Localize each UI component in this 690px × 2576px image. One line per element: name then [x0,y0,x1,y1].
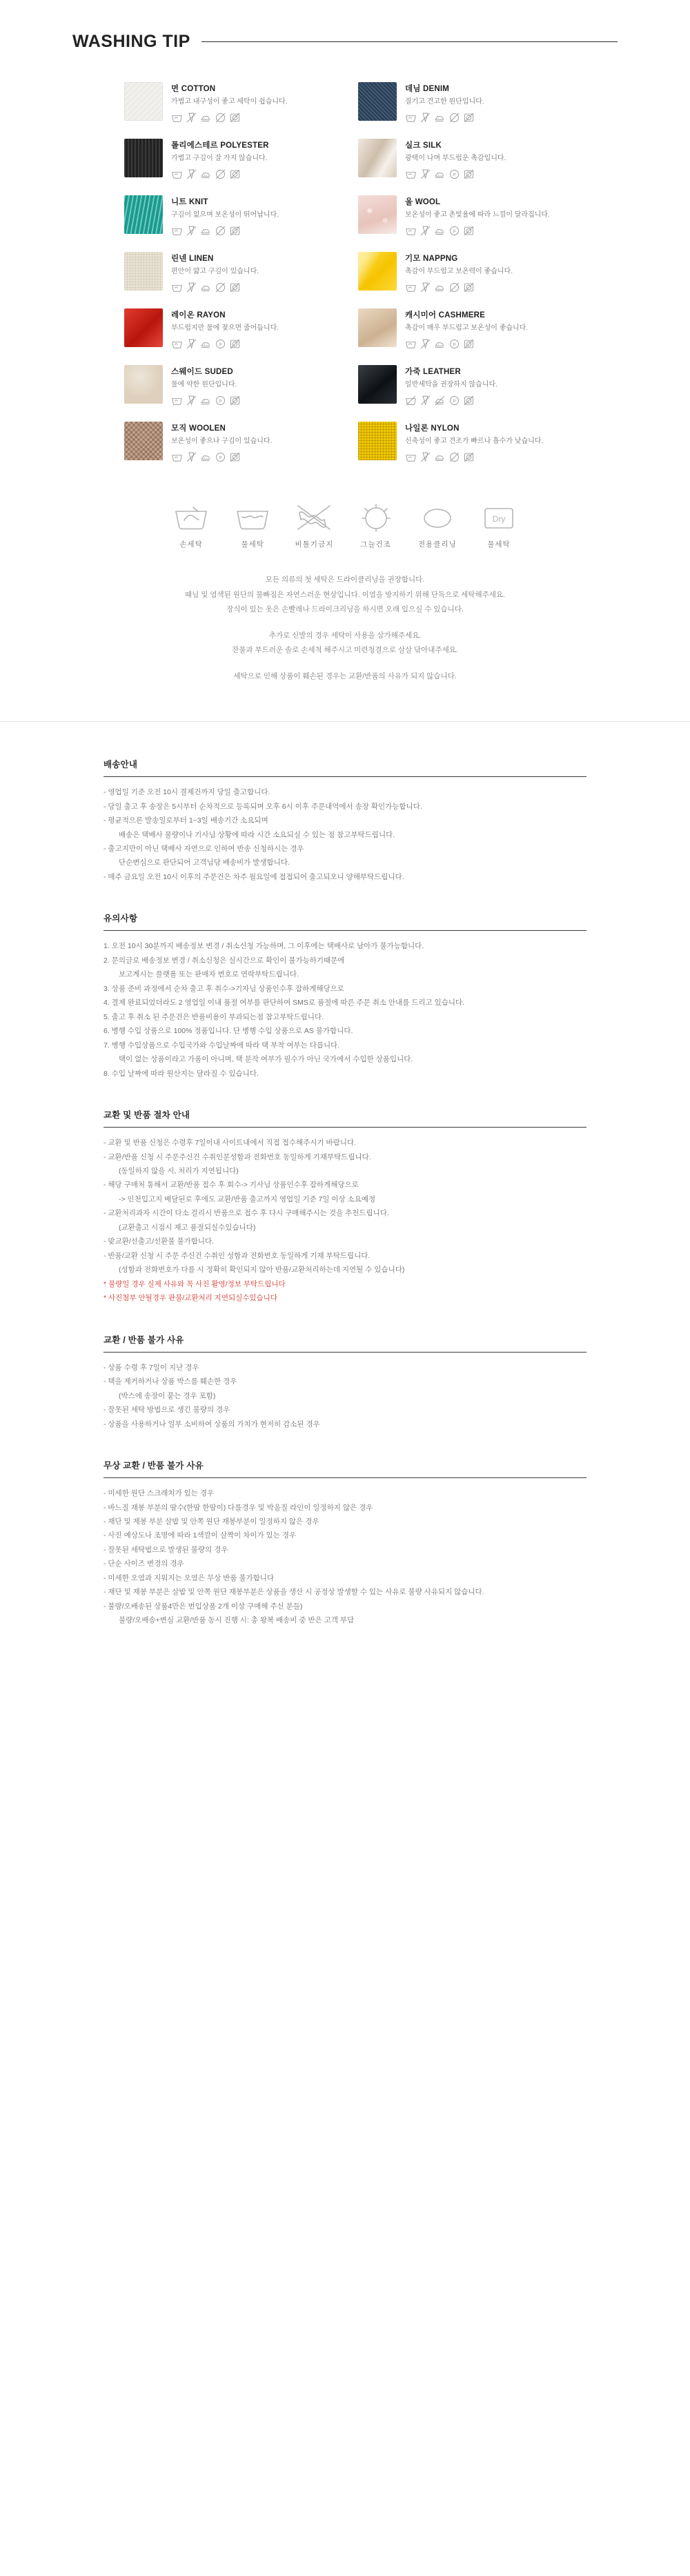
note-block [103,669,586,685]
care-symbol [226,496,279,549]
no-wring-icon [287,496,341,532]
info-line: 8. 수입 날짜에 따라 원산지는 달라질 수 있습니다. [103,1069,259,1078]
fabric-swatch [124,139,163,177]
wash-hand-icon [171,225,183,237]
svg-text:P: P [453,399,456,404]
info-section [103,722,586,1697]
dryclean-ok-icon [448,225,460,237]
dryclean-no-icon [448,112,460,124]
info-line: * 사진첨부 안될경우 판불/교환처리 지연되실수있습니다 [103,1294,277,1303]
note-line: 잔물과 부드러운 솔로 손세척 해주시고 미련청결으로 살살 닦아내주세요. [232,646,458,655]
dryclean-ok-icon [448,168,460,180]
bleach-no-icon [420,112,431,124]
svg-text:Dry: Dry [492,514,506,524]
fabric-name: 데님 DENIM [405,85,450,93]
no-exchange-list [103,1361,586,1431]
fabric-name: 린넨 LINEN [171,255,214,263]
page-title: WASHING TIP [72,32,190,51]
info-line: - 사진 예상도나 조명에 따라 1색깔이 살짝이 차이가 있는 경우 [103,1531,297,1540]
info-line: 3. 상품 준비 과정에서 순차 출고 후 취수->기자님 상품인수후 잡하게해당으로 [103,984,344,993]
iron-low-icon [200,451,212,463]
fabric-item [124,195,332,237]
dryclean-ok-icon [215,451,226,463]
fabric-care-icons [405,338,566,350]
info-line: 6. 병행 수입 상품으로 100% 정품입니다. 단 병행 수입 상품으로 AS 불가합니다. [103,1027,353,1036]
iron-low-icon [434,451,446,463]
iron-low-icon [200,338,212,350]
fabric-name: 모직 WOOLEN [171,424,226,433]
info-line: - 미세한 오염과 지워지는 오염은 무상 반품 불가합니다 [103,1573,275,1582]
fabric-care-icons [405,282,566,293]
fabric-item [358,252,566,293]
fabric-care-icons [405,225,566,237]
wash-hand-icon [405,168,417,180]
fabric-care-icons [405,112,566,124]
iron-low-icon [200,282,212,293]
wash-hand-icon [405,112,417,124]
no-exchange-heading: 교환 / 반품 불가 사유 [103,1333,586,1353]
dryclean-no-icon [215,168,226,180]
wash-hand-icon [171,168,183,180]
fabric-care-icons [405,395,566,406]
fabric-item [358,422,566,463]
info-line: - 택을 제거하거나 상품 박스를 훼손한 경우 [103,1377,237,1386]
fabric-swatch [124,308,163,347]
care-symbol-label: 전용클리닝 [417,540,457,549]
fabric-description: 가볍고 내구성이 좋고 세탁이 쉽습니다. [171,98,288,106]
fabric-swatch [358,195,397,234]
fabric-description: 물에 약한 원단입니다. [171,381,237,389]
bleach-no-icon [420,168,431,180]
info-line: - 맞교환/선출고/선환불 불가합니다. [103,1237,215,1246]
fabric-swatch [358,422,397,460]
info-line: - 교환처리과자 시간이 다소 걸리시 반품으로 접수 후 다시 구매해주시는 것을 추천드립니다. [103,1209,389,1218]
care-symbol [411,496,464,549]
note-line: 추가로 신발의 경우 세탁이 사용을 삼가해주세요. [268,631,422,640]
shipping-list [103,785,586,884]
bleach-no-icon [186,225,197,237]
info-line: 단순변심으로 판단되어 고객님당 배송비가 발생합니다. [119,858,290,867]
info-line: 배송은 택배사 물량이나 기사님 상황에 따라 시간 소요되실 수 있는 점 참고부탁드립니다. [119,830,395,839]
info-line: (박스에 송장이 붙는 경우 포함) [119,1391,216,1400]
info-line: - 미세한 원단 스크래치가 있는 경우 [103,1489,215,1498]
fabric-care-icons [405,451,566,463]
dryclean-no-icon [215,112,226,124]
fabric-name: 나일론 NYLON [405,424,460,433]
bleach-no-icon [420,282,431,293]
tumble-no-icon [463,395,475,406]
tumble-no-icon [229,225,241,237]
info-line: -> 인천입고지 배달된로 후에도 교환/반품 출고까지 영업일 기준 7일 이상 소요예정 [119,1194,376,1203]
svg-text:P: P [219,399,222,404]
fabric-care-icons [171,225,332,237]
note-block [103,573,586,618]
fabric-description: 촉감이 부드럽고 보온력이 좋습니다. [405,268,513,275]
bleach-no-icon [186,338,197,350]
svg-text:P: P [219,342,222,348]
bleach-no-icon [420,338,431,350]
fabric-item [124,252,332,293]
fabric-description: 광택이 나며 부드럽운 촉감입니다. [405,155,506,162]
info-line: 택이 없는 상품이라고 가품이 아니며, 택 분작 여부가 필수가 아닌 국가에서 수입한 상품입니다. [119,1055,413,1064]
wash-hand-icon [405,338,417,350]
tumble-no-icon [463,112,475,124]
info-line: - 당일 출고 후 송장은 5시부터 순차적으로 등록되며 오후 6시 이후 주문내역에서 송장 확인가능합니다. [103,802,422,811]
info-line: - 해당 구매처 통해서 교환/반품 접수 후 회수-> 기사님 상품인수후 잡하게해당으로 [103,1181,359,1190]
shipping-heading: 배송안내 [103,758,586,777]
tumble-no-icon [229,282,241,293]
fabric-name: 레이온 RAYON [171,311,226,319]
info-line: 불량/오배송+변심 교환/반품 동시 진행 시: 총 왕복 배송비 중 반은 고객 부담 [119,1616,355,1625]
info-line: - 재단 및 재봉 부분은 살밥 및 안쪽 원단 재봉부분은 상품을 생산 시 공정상 발생할 수 있는 사유로 불량 사유되지 않습니다. [103,1588,484,1597]
care-symbol [472,496,526,549]
info-line: - 교환 및 반품 신청은 수령후 7일이내 사이트내에서 직접 접수해주시기 바랍니다. [103,1139,357,1148]
info-line: - 잘못된 세탁법으로 발생된 불량의 경우 [103,1545,228,1554]
care-symbol [287,496,341,549]
shipping-block [103,758,586,884]
washing-tip-header [72,32,618,52]
fabric-description: 보온성이 좋으나 구김이 있습니다. [171,437,273,445]
info-line: 4. 결제 완료되었더라도 2 영업일 이내 품절 여부를 판단하여 SMS로 품절에 따른 주문 취소 안내를 드리고 있습니다. [103,999,465,1007]
note-line: 모든 의류의 첫 세탁은 드라이클리닝을 권장합니다. [265,576,425,584]
fabric-item [124,82,332,124]
info-line: - 출고지만이 아닌 택배사 자연으로 인하여 반송 신청하시는 경우 [103,844,304,853]
note-line: 때님 및 염색된 원단의 물빠짐은 자연스러운 현상입니다. 이염을 방지하기 위해 단독으로 세탁해주세요. [185,590,505,599]
fabric-item [358,195,566,237]
fabric-name: 면 COTTON [171,85,216,93]
fabric-swatch [124,252,163,291]
caution-heading: 유의사항 [103,912,586,931]
machine-wash-icon [226,496,279,532]
fabric-name: 캐시미어 CASHMERE [405,311,486,319]
fabric-swatch [358,139,397,177]
care-symbol-row [124,496,566,549]
info-line: - 단순 사이즈 변경의 경우 [103,1560,184,1569]
fabric-name: 폴리에스테르 POLYESTER [171,141,269,150]
iron-no-icon [434,395,446,406]
info-line: 보고계시는 플랫폼 또는 판매자 번호로 연락부탁드립니다. [119,970,299,979]
tumble-no-icon [229,451,241,463]
fabric-item [124,139,332,180]
info-line: - 평균적으론 발송일로부터 1~3일 배송기간 소요되며 [103,816,268,825]
info-line: - 상품을 사용하거나 일부 소비하여 상품의 가치가 현저히 감소된 경우 [103,1419,320,1428]
bleach-no-icon [420,395,431,406]
fabric-item [124,422,332,463]
info-line: - 재단 및 제봉 부분 살밥 및 안쪽 원단 재봉부분이 일정하지 않은 경우 [103,1517,319,1526]
tumble-no-icon [229,338,241,350]
fabric-swatch [358,365,397,404]
svg-text:P: P [219,455,222,461]
fabric-item [358,82,566,124]
note-line: 장식이 있는 옷은 손빨래나 드라이크리닝을 하시면 오래 입으실 수 있습니다. [226,605,464,614]
note-block [103,629,586,658]
info-line: - 매주 금요일 오전 10시 이후의 주문건은 차주 월요일에 접접되어 출고되오니 양해부탁드립니다. [103,872,404,881]
dryclean-no-icon [215,282,226,293]
exchange-heading: 교환 및 반품 절차 안내 [103,1108,586,1128]
info-line: (동일하지 않을 시, 처리가 지연됩니다) [119,1167,239,1175]
wash-hand-icon [171,112,183,124]
fabric-description: 가볍고 구김이 잘 가지 않습니다. [171,155,268,162]
iron-low-icon [200,225,212,237]
tumble-no-icon [463,451,475,463]
care-symbol-label: 손세탁 [179,540,203,549]
dryclean-no-icon [215,225,226,237]
care-symbol-label: 물세탁 [487,540,511,549]
no-warranty-block [103,1459,586,1628]
tumble-no-icon [229,168,241,180]
fabric-item [358,139,566,180]
info-line: - 교환/반품 신청 시 주문주신건 수취인분성함과 전화번호 동일하게 기재부탁드립니다. [103,1152,371,1161]
iron-low-icon [200,395,212,406]
hand-wash-icon [164,496,218,532]
exchange-block [103,1108,586,1306]
fabric-name: 니트 KNIT [171,198,208,206]
fabric-description: 보온성이 좋고 촌빛율에 따라 느낌이 달라집니다. [405,211,550,219]
svg-text:P: P [453,229,456,235]
fabric-description: 부드럽지만 물에 젖으면 줄어듭니다. [171,324,279,332]
fabric-name: 가죽 LEATHER [405,368,461,376]
fabric-care-icons [405,168,566,180]
dryclean-ok-icon [448,338,460,350]
care-symbol [164,496,218,549]
svg-text:P: P [453,173,456,178]
fabric-swatch [124,195,163,234]
tumble-no-icon [463,282,475,293]
info-line: - 잘못된 세탁 방법으로 생긴 불량의 경우 [103,1406,230,1415]
wash-hand-icon [171,395,183,406]
care-symbol-label: 물세탁 [241,540,264,549]
dryclean-ok-icon [448,395,460,406]
iron-low-icon [434,338,446,350]
tumble-no-icon [463,168,475,180]
iron-low-icon [434,168,446,180]
tumble-dry-icon [472,496,526,532]
info-line: - 불량/오배송된 상품4만은 번입상품 2개 이상 구매해 주신 분들) [103,1602,303,1611]
fabric-grid [124,82,566,463]
info-line: - 상품 수령 후 7일이 지난 경우 [103,1363,199,1372]
wash-hand-icon [171,451,183,463]
title-divider [201,41,618,42]
fabric-care-icons [171,168,332,180]
tumble-no-icon [229,112,241,124]
care-symbol-label: 비틀기금지 [295,540,334,549]
dryclean-ok-icon [215,395,226,406]
note-line: 세탁으로 인해 상품이 훼손된 경우는 교환/반품의 사유가 되지 않습니다. [233,671,457,680]
fabric-swatch [124,422,163,460]
dryclean-no-icon [448,282,460,293]
tumble-no-icon [229,395,241,406]
info-line: - 영업일 기준 오전 10시 결제건까지 당일 출고합니다. [103,788,270,797]
washing-notes [103,573,586,684]
fabric-item [358,308,566,350]
caution-list [103,939,586,1081]
info-line: 2. 문의글로 배송정보 변경 / 취소신청은 실시간으로 확인이 불가능하기때문에 [103,956,345,965]
fabric-care-icons [171,451,332,463]
dryclean-icon [411,496,464,532]
info-line: 5. 출고 후 취소 된 주문건은 반품비용이 부과되는점 참고부탁드립니다. [103,1012,324,1021]
fabric-swatch [358,82,397,121]
care-symbol-label: 그늘건조 [360,540,391,549]
wash-hand-icon [405,282,417,293]
info-line: (성함과 전화번호가 다를 시 정확히 확인되지 않아 반품/교환처리하는데 지연될 수 있습니다) [119,1266,405,1275]
fabric-description: 촉감이 매우 부드럽고 보온성이 좋습니다. [405,324,529,332]
washing-tip-section [0,0,690,722]
fabric-description: 질기고 견고한 원단입니다. [405,98,484,106]
bleach-no-icon [186,451,197,463]
info-line: * 불량일 경우 실제 사유와 꼭 사진 활영/정보 부탁드립니다 [103,1279,286,1288]
shade-dry-icon [349,496,403,532]
bleach-no-icon [186,395,197,406]
exchange-list [103,1136,586,1306]
no-exchange-block [103,1333,586,1431]
wash-hand-icon [171,338,183,350]
iron-low-icon [434,112,446,124]
bleach-no-icon [420,451,431,463]
bleach-no-icon [186,112,197,124]
tumble-no-icon [463,225,475,237]
info-line: (교환출고 시점시 재고 품절되실수있습니다) [119,1223,256,1232]
fabric-care-icons [171,112,332,124]
svg-text:P: P [453,342,456,348]
fabric-care-icons [171,395,332,406]
fabric-description: 구김이 없으며 보온성이 뛰어납니다. [171,211,279,219]
iron-low-icon [200,112,212,124]
info-line: - 바느질 재봉 부분의 땀수(한땀 한땀이) 다를경우 및 박음질 라인이 일정하지 않은 경우 [103,1503,373,1512]
no-warranty-list [103,1486,586,1628]
wash-hand-icon [405,225,417,237]
iron-low-icon [200,168,212,180]
care-symbol [349,496,403,549]
iron-low-icon [434,282,446,293]
wash-hand-icon [171,282,183,293]
fabric-name: 울 WOOL [405,198,441,206]
tumble-no-icon [463,338,475,350]
fabric-description: 일반세탁을 권장하지 않습니다. [405,381,497,389]
fabric-swatch [124,82,163,121]
fabric-swatch [358,252,397,291]
info-line: 1. 오전 10시 30분까지 배송정보 변경 / 취소신청 가능하며, 그 이후에는 택배사로 남아가 불가능합니다. [103,942,424,951]
fabric-item [124,365,332,406]
bleach-no-icon [186,282,197,293]
page-bottom-spacer [0,1697,690,1722]
fabric-swatch [124,365,163,404]
info-line: - 반품/교환 신청 시 주문 주신건 수취인 성함과 전화번호 동일하게 기재 부탁드립니다. [103,1251,371,1260]
bleach-no-icon [186,168,197,180]
fabric-name: 기모 NAPPNG [405,255,458,263]
wash-no-icon [405,395,417,406]
info-line: 7. 병행 수입상품으로 수입국가와 수입날짜에 따라 택 부착 여부는 다릅니다. [103,1041,340,1050]
fabric-swatch [358,308,397,347]
wash-hand-icon [405,451,417,463]
dryclean-no-icon [448,451,460,463]
fabric-name: 실크 SILK [405,141,442,150]
fabric-name: 스웨이드 SUDED [171,368,233,376]
iron-low-icon [434,225,446,237]
fabric-item [124,308,332,350]
fabric-care-icons [171,338,332,350]
fabric-description: 신축성이 좋고 견조가 빠르나 흡수가 낮습니다. [405,437,544,445]
dryclean-ok-icon [215,338,226,350]
fabric-description: 편안이 얇고 구김이 있습니다. [171,268,259,275]
bleach-no-icon [420,225,431,237]
no-warranty-heading: 무상 교환 / 반품 불가 사유 [103,1459,586,1478]
fabric-care-icons [171,282,332,293]
caution-block [103,912,586,1081]
fabric-item [358,365,566,406]
